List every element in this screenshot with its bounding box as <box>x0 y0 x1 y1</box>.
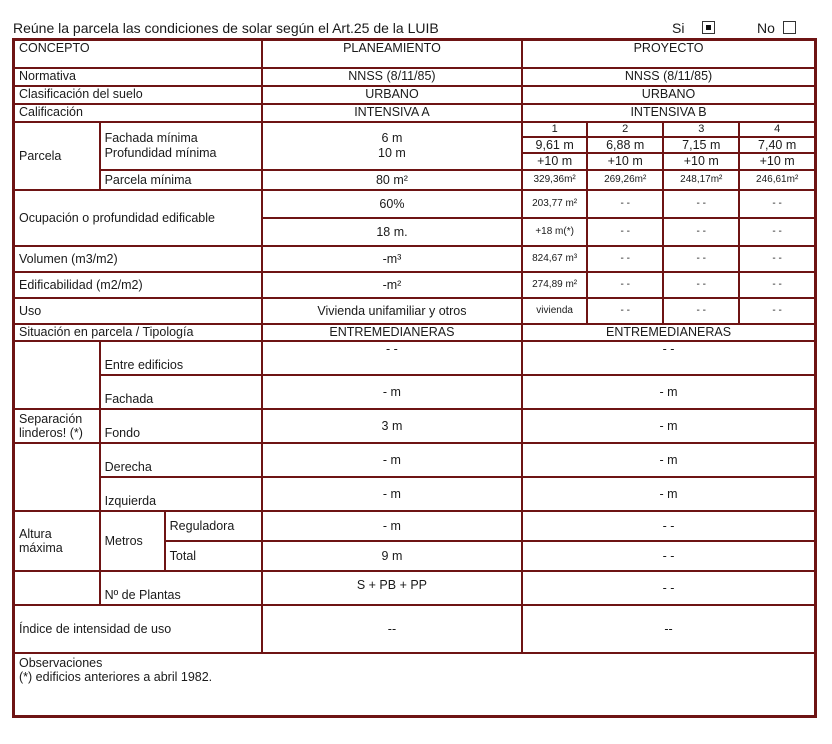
lot-profundidad: +10 m <box>587 153 663 170</box>
calificacion-label: Calificación <box>14 104 262 122</box>
parcela-minima-label: Parcela mínima <box>100 170 262 190</box>
lot-profundidad: +10 m <box>663 153 739 170</box>
separacion-row <box>14 443 816 477</box>
edificabilidad-proy-cell: 274,89 m² <box>522 272 587 298</box>
observaciones-text: (*) edificios anteriores a abril 1982. <box>19 670 213 685</box>
separacion-item-plan: - - <box>262 341 522 375</box>
normativa-label: Normativa <box>14 68 262 86</box>
volumen-label: Volumen (m3/m2) <box>14 246 262 272</box>
separacion-item-label: Fachada <box>100 375 262 409</box>
plantas-row <box>14 571 816 605</box>
separacion-item-proy: - m <box>522 477 815 511</box>
lot-number: 2 <box>587 122 663 137</box>
lot-fachada: 7,40 m <box>739 137 815 153</box>
separacion-item-plan: 3 m <box>262 409 522 443</box>
separacion-label-blank <box>14 443 100 511</box>
ocupacion-proy-cell: - - <box>739 190 815 218</box>
observaciones-row <box>14 653 816 717</box>
edificabilidad-proy-cell: - - <box>663 272 739 298</box>
indice-row <box>14 605 816 653</box>
clasificacion-proy: URBANO <box>522 86 815 104</box>
calificacion-plan: INTENSIVA A <box>262 104 522 122</box>
separacion-item-plan: - m <box>262 375 522 409</box>
indice-label: Índice de intensidad de uso <box>14 605 262 653</box>
profundidad-minima-label: Profundidad mínima <box>104 145 217 160</box>
parcela-criteria-plan <box>262 122 522 170</box>
normativa-row <box>14 68 816 86</box>
uso-proy-cell: - - <box>663 298 739 324</box>
reguladora-label: Reguladora <box>165 511 262 541</box>
indice-plan: -- <box>262 605 522 653</box>
clasificacion-plan: URBANO <box>262 86 522 104</box>
situacion-proy: ENTREMEDIANERAS <box>522 324 815 341</box>
lot-number: 1 <box>522 122 587 137</box>
lot-minima: 248,17m² <box>663 170 739 190</box>
separacion-item-plan: - m <box>262 477 522 511</box>
separacion-item-label: Izquierda <box>100 477 262 511</box>
ocupacion-proy-cell: +18 m(*) <box>522 218 587 246</box>
calificacion-row <box>14 104 816 122</box>
reguladora-proy: - - <box>522 511 815 541</box>
urban-conditions-table <box>12 38 817 718</box>
ocupacion-plan-2: 18 m. <box>262 218 522 246</box>
total-label: Total <box>165 541 262 571</box>
solar-question: Reúne la parcela las condiciones de solar según el Art.25 de la LUIB <box>13 20 439 36</box>
no-checkbox[interactable] <box>783 21 796 34</box>
parcela-row-1 <box>14 122 816 137</box>
situacion-label: Situación en parcela / Tipología <box>14 324 262 341</box>
volumen-plan: -m³ <box>262 246 522 272</box>
lot-profundidad: +10 m <box>739 153 815 170</box>
planeamiento-header: PLANEAMIENTO <box>262 40 522 68</box>
ocupacion-proy-cell: - - <box>587 190 663 218</box>
lot-fachada: 6,88 m <box>587 137 663 153</box>
ocupacion-row-1 <box>14 190 816 218</box>
ocupacion-proy-cell: 203,77 m² <box>522 190 587 218</box>
plantas-proy: - - <box>522 571 815 605</box>
volumen-proy-cell: - - <box>739 246 815 272</box>
edificabilidad-plan: -m² <box>262 272 522 298</box>
total-proy: - - <box>522 541 815 571</box>
uso-proy-cell: - - <box>739 298 815 324</box>
separacion-item-label: Entre edificios <box>100 341 262 375</box>
separacion-item-label: Derecha <box>100 443 262 477</box>
ocupacion-label: Ocupación o profundidad edificable <box>14 190 262 246</box>
volumen-proy-cell: - - <box>663 246 739 272</box>
observaciones-title: Observaciones <box>19 655 103 670</box>
concepto-header: CONCEPTO <box>14 40 262 68</box>
parcela-minima-plan: 80 m² <box>262 170 522 190</box>
separacion-label-blank <box>14 341 100 409</box>
proyecto-header: PROYECTO <box>522 40 815 68</box>
separacion-item-proy: - m <box>522 375 815 409</box>
situacion-row <box>14 324 816 341</box>
uso-row <box>14 298 816 324</box>
plantas-label: Nº de Plantas <box>100 571 262 605</box>
plantas-label-blank <box>14 571 100 605</box>
uso-label: Uso <box>14 298 262 324</box>
situacion-plan: ENTREMEDIANERAS <box>262 324 522 341</box>
edificabilidad-proy-cell: - - <box>587 272 663 298</box>
separacion-row <box>14 375 816 409</box>
separacion-item-proy: - - <box>522 341 815 375</box>
total-plan: 9 m <box>262 541 522 571</box>
separacion-row <box>14 409 816 443</box>
parcela-label: Parcela <box>14 122 100 190</box>
profundidad-plan: 10 m <box>378 145 406 160</box>
volumen-proy-cell: 824,67 m³ <box>522 246 587 272</box>
separacion-item-label: Fondo <box>100 409 262 443</box>
reguladora-plan: - m <box>262 511 522 541</box>
si-label: Si <box>672 20 685 36</box>
reguladora-row <box>14 511 816 541</box>
edificabilidad-row <box>14 272 816 298</box>
altura-label: Altura máxima <box>14 511 100 571</box>
plantas-plan: S + PB + PP <box>262 571 522 605</box>
lot-fachada: 7,15 m <box>663 137 739 153</box>
observaciones-cell <box>14 653 816 717</box>
lot-profundidad: +10 m <box>522 153 587 170</box>
separacion-item-plan: - m <box>262 443 522 477</box>
volumen-row <box>14 246 816 272</box>
header-row <box>14 40 816 68</box>
normativa-plan: NNSS (8/11/85) <box>262 68 522 86</box>
edificabilidad-label: Edificabilidad (m2/m2) <box>14 272 262 298</box>
indice-proy: -- <box>522 605 815 653</box>
ocupacion-proy-cell: - - <box>663 190 739 218</box>
clasificacion-row <box>14 86 816 104</box>
uso-proy-cell: vivienda <box>522 298 587 324</box>
parcela-criteria-labels <box>100 122 262 170</box>
ocupacion-plan-1: 60% <box>262 190 522 218</box>
lot-minima: 329,36m² <box>522 170 587 190</box>
separacion-row <box>14 477 816 511</box>
uso-plan: Vivienda unifamiliar y otros <box>262 298 522 324</box>
separacion-label: Separación linderos! (*) <box>14 409 100 443</box>
form-header <box>0 0 832 40</box>
lot-minima: 269,26m² <box>587 170 663 190</box>
separacion-row <box>14 341 816 375</box>
ocupacion-proy-cell: - - <box>739 218 815 246</box>
lot-number: 3 <box>663 122 739 137</box>
no-label: No <box>757 20 775 36</box>
ocupacion-proy-cell: - - <box>587 218 663 246</box>
calificacion-proy: INTENSIVA B <box>522 104 815 122</box>
lot-fachada: 9,61 m <box>522 137 587 153</box>
si-checkbox[interactable] <box>702 21 715 34</box>
ocupacion-proy-cell: - - <box>663 218 739 246</box>
volumen-proy-cell: - - <box>587 246 663 272</box>
parcela-minima-row <box>14 170 816 190</box>
normativa-proy: NNSS (8/11/85) <box>522 68 815 86</box>
lot-number: 4 <box>739 122 815 137</box>
edificabilidad-proy-cell: - - <box>739 272 815 298</box>
separacion-item-proy: - m <box>522 443 815 477</box>
clasificacion-label: Clasificación del suelo <box>14 86 262 104</box>
metros-label: Metros <box>100 511 165 571</box>
lot-minima: 246,61m² <box>739 170 815 190</box>
uso-proy-cell: - - <box>587 298 663 324</box>
fachada-plan: 6 m <box>381 131 403 146</box>
separacion-item-proy: - m <box>522 409 815 443</box>
fachada-minima-label: Fachada mínima <box>104 131 198 146</box>
